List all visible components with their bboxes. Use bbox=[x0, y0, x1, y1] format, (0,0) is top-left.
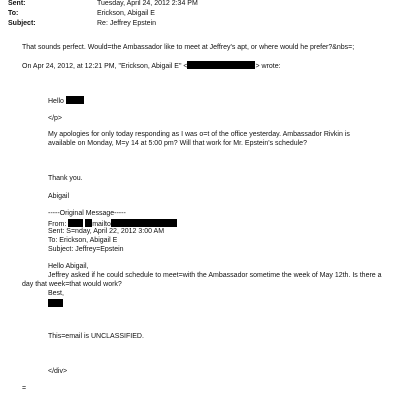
original-message-divider: -----Original Message----- bbox=[48, 210, 126, 217]
quote-intro-prefix: On Apr 24, 2012, at 12:21 PM, "Erickson, Abigail E" < bbox=[22, 63, 188, 70]
subject-label: Subject: bbox=[8, 20, 36, 27]
orig-to-line: To: Erickson, Abigail E bbox=[48, 237, 118, 244]
redaction-block bbox=[66, 96, 84, 104]
hello-text: Hello bbox=[48, 98, 64, 105]
sent-value: Tuesday, April 24, 2012 2:34 PM bbox=[97, 0, 198, 7]
request-paragraph: Jeffrey asked if he could schedule to meet=with the Ambassador sometime the week of May 12th. Is there a day that week=that would work? bbox=[22, 272, 382, 288]
quote-intro bbox=[22, 61, 281, 72]
to-value: Erickson, Abigail E bbox=[97, 10, 155, 17]
signature-abigail: Abigail bbox=[48, 193, 70, 200]
from-label: From: bbox=[48, 221, 67, 228]
subject-value: Re: Jeffrey Epstein bbox=[97, 20, 157, 27]
best-signature bbox=[48, 299, 63, 310]
div-close-tag: </div> bbox=[48, 368, 68, 375]
mailto-text: mailto bbox=[92, 221, 111, 228]
classification-line: This=email is UNCLASSIFIED. bbox=[48, 333, 144, 340]
apology-paragraph: My apologies for only today responding as I was o=t of the office yesterday. Ambassador Rivkin is available on Monday, M=y 14 at 5:00 pm? Will that work for Mr. Epstein's schedule? bbox=[48, 131, 350, 147]
hello-line bbox=[48, 96, 84, 107]
redaction-block bbox=[187, 61, 255, 69]
p-close-tag: </p> bbox=[48, 115, 63, 122]
reply-text: That sounds perfect. Would=the Ambassador like to meet at Jeffrey's apt, or where would he prefer?&nbs=; bbox=[22, 44, 355, 51]
orig-subject-line: Subject: Jeffrey=Epstein bbox=[48, 246, 124, 253]
redaction-block bbox=[68, 219, 83, 227]
thanks-text: Thank you. bbox=[48, 175, 83, 182]
trailing-equals: = bbox=[22, 385, 27, 392]
quote-intro-suffix: > wrote: bbox=[255, 63, 281, 70]
redaction-block bbox=[111, 219, 177, 227]
best-text: Best, bbox=[48, 290, 64, 297]
hello-abigail: Hello Abigail, bbox=[48, 263, 89, 270]
redaction-block bbox=[48, 299, 63, 307]
to-label: To: bbox=[8, 10, 19, 17]
sent-label: Sent: bbox=[8, 0, 26, 7]
orig-sent-line: Sent: S=nday, April 22, 2012 3:00 AM bbox=[48, 228, 165, 235]
